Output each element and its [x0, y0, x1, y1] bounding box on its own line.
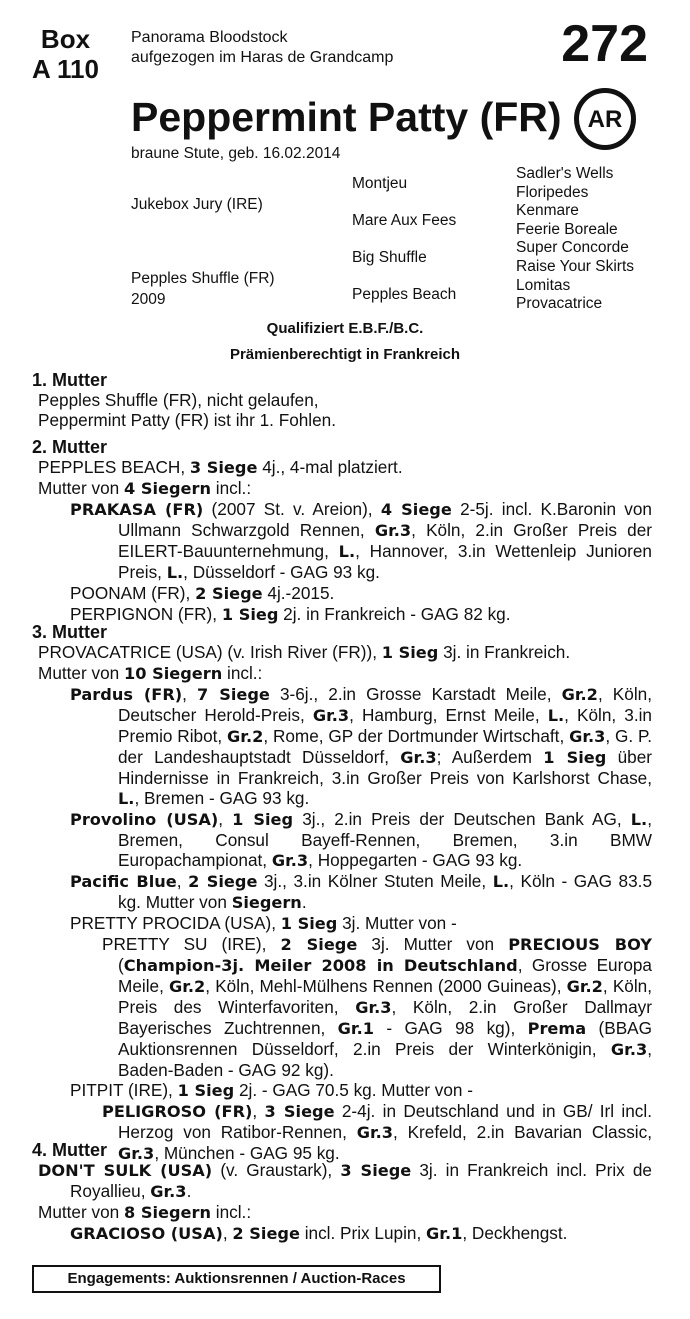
dam-entry: DON'T SULK (USA) (v. Graustark), 3 Siege 3j. in Frankreich incl. Prix de Royallieu, Gr.3.: [38, 1160, 652, 1201]
first-dam-section: [32, 370, 652, 430]
pedigree-great-grandparent: Provacatrice: [516, 295, 603, 313]
pedigree-grandparent: Pepples Beach: [352, 286, 457, 303]
winners-line: Mutter von 8 Siegern incl.:: [38, 1202, 252, 1222]
breeder-info: [131, 28, 393, 68]
horse-name: Peppermint Patty (FR): [131, 94, 562, 140]
winners-line: Mutter von 4 Siegern incl.:: [38, 478, 252, 498]
offspring-entry: Pardus (FR), 7 Siege 3-6j., 2.in Grosse Karstadt Meile, Gr.2, Köln, Deutscher Herold-Preis, Gr.3, Hamburg, Ernst Meile, L., Köln, 3.in Premio Ribot, Gr.2, Rome, GP der Dortmunder Wirtschaft, Gr.3, G. P. der Landeshauptstadt Düsseldorf, Gr.3; Außerdem 1 Sieg über Hindernisse in Frankreich, 3.in Großer Preis von Karlshorst Chase, L., Bremen - GAG 93 kg.: [70, 684, 652, 808]
pedigree-grandparent: Mare Aux Fees: [352, 212, 457, 229]
pedigree-great-grandparent: Lomitas: [516, 276, 571, 294]
second-dam-section: [32, 437, 652, 625]
pedigree-sire: Jukebox Jury (IRE): [131, 196, 263, 213]
section-heading: 3. Mutter: [32, 622, 108, 642]
section-heading: 1. Mutter: [32, 370, 108, 390]
pedigree-great-grandparent: Feerie Boreale: [516, 220, 618, 238]
offspring-entry: Provolino (USA), 1 Sieg 3j., 2.in Preis der Deutschen Bank AG, L., Bremen, Consul Bayeff-Rennen, Bremen, 3.in BMW Europachampionat, Gr.3, Hoppegarten - GAG 93 kg.: [70, 809, 652, 870]
family-line: Peppermint Patty (FR) ist ihr 1. Fohlen.: [38, 410, 337, 430]
pedigree-grandparent: Big Shuffle: [352, 249, 427, 266]
pedigree-grandparent: Montjeu: [352, 175, 408, 192]
family-line: Pepples Shuffle (FR), nicht gelaufen,: [38, 390, 319, 410]
consignor: Panorama Bloodstock: [131, 29, 288, 46]
offspring-entry: Pacific Blue, 2 Siege 3j., 3.in Kölner Stuten Meile, L., Köln - GAG 83.5 kg. Mutter von Siegern.: [70, 871, 653, 912]
box-number: [32, 24, 99, 84]
grand-offspring-entry: PRETTY SU (IRE), 2 Siege 3j. Mutter von PRECIOUS BOY (Champion-3j. Meiler 2008 in Deutschland, Grosse Europa Meile, Gr.2, Köln, Mehl-Mülhens Rennen (2000 Guineas), Gr.2, Köln, Preis des Winterfavoriten, Gr.3, Köln, 2.in Großer Dallmayr Bayerisches Zuchtrennen, Gr.1 - GAG 98 kg), Prema (BBAG Auktionsrennen Düsseldorf, 2.in Preis der Winterkönigin, Gr.3, Baden-Baden - GAG 92 kg).: [102, 934, 652, 1080]
pedigree-great-grandparent: Floripedes: [516, 183, 589, 201]
pedigree-great-grandparents: [516, 165, 634, 314]
dam-entry: PEPPLES BEACH, 3 Siege 4j., 4-mal platziert.: [38, 457, 403, 477]
pedigree-great-grandparent: Sadler's Wells: [516, 165, 614, 182]
offspring-entry: PRAKASA (FR) (2007 St. v. Areion), 4 Siege 2-5j. incl. K.Baronin von Ullmann Schwarzgold Rennen, Gr.3, Köln, 2.in Großer Preis der EILERT-Bauunternehmung, L., Hannover, 3.in Wettenleip Junioren Preis, L., Düsseldorf - GAG 93 kg.: [70, 499, 652, 582]
pedigree-great-grandparent: Raise Your Skirts: [516, 257, 635, 275]
dam-entry: PROVACATRICE (USA) (v. Irish River (FR)), 1 Sieg 3j. in Frankreich.: [38, 642, 571, 662]
section-heading: 4. Mutter: [32, 1140, 108, 1160]
pedigree-great-grandparent: Super Concorde: [516, 239, 629, 257]
offspring-entry: PITPIT (IRE), 1 Sieg 2j. - GAG 70.5 kg. Mutter von -: [70, 1080, 473, 1100]
breeder: aufgezogen im Haras de Grandcamp: [131, 49, 394, 66]
ar-badge: AR: [574, 88, 636, 150]
section-heading: 2. Mutter: [32, 437, 108, 457]
box-value: A 110: [32, 54, 99, 84]
horse-description: braune Stute, geb. 16.02.2014: [131, 145, 341, 162]
box-label: Box: [40, 24, 91, 54]
winners-line: Mutter von 10 Siegern incl.:: [38, 663, 263, 683]
pedigree-dam: Pepples Shuffle (FR): [131, 270, 275, 287]
qualification-line: Qualifiziert E.B.F./B.C.: [266, 320, 424, 337]
lot-number: 272: [561, 15, 648, 73]
offspring-entry: PERPIGNON (FR), 1 Sieg 2j. in Frankreich - GAG 82 kg.: [70, 604, 511, 624]
engagements-box: Engagements: Auktionsrennen / Auction-Races: [32, 1265, 441, 1293]
offspring-entry: GRACIOSO (USA), 2 Siege incl. Prix Lupin, Gr.1, Deckhengst.: [70, 1223, 568, 1243]
pedigree-great-grandparent: Kenmare: [516, 202, 579, 220]
offspring-entry: POONAM (FR), 2 Siege 4j.-2015.: [70, 583, 335, 603]
fourth-dam-section: [32, 1140, 652, 1244]
offspring-entry: PRETTY PROCIDA (USA), 1 Sieg 3j. Mutter von -: [70, 913, 457, 933]
premium-line: Prämienberechtigt in Frankreich: [229, 346, 461, 363]
third-dam-section: [32, 622, 652, 1164]
grand-offspring-entry: PELIGROSO (FR), 3 Siege 2-4j. in Deutschland und in GB/ Irl incl. Herzog von Ratibor-Rennen, Gr.3, Krefeld, 2.in Bavarian Classic, Gr.3, München - GAG 95 kg.: [102, 1101, 652, 1163]
pedigree-dam-year: 2009: [131, 291, 166, 308]
